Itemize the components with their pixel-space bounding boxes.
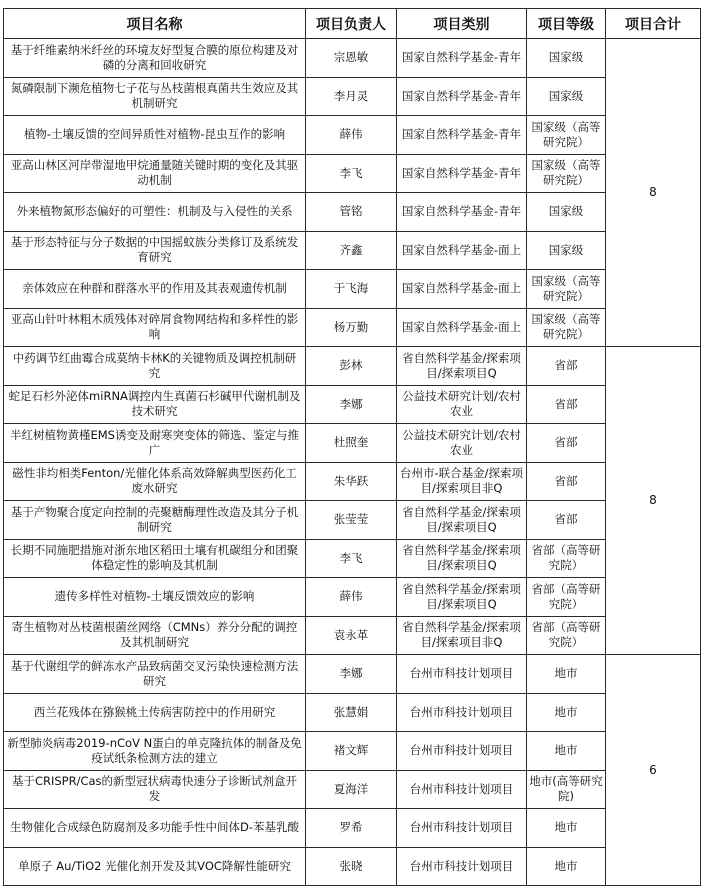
- project-category-cell: 台州市科技计划项目: [397, 809, 527, 848]
- project-category-cell: 公益技术研究计划/农村农业: [397, 385, 527, 424]
- project-leader-cell: 齐鑫: [306, 231, 397, 270]
- table-row: [4, 270, 701, 309]
- project-category-cell: 台州市-联合基金/探索项目/探索项目非Q: [397, 462, 527, 501]
- project-leader-cell: 杜照奎: [306, 424, 397, 463]
- project-leader-cell: 杨万勤: [306, 308, 397, 347]
- table-row: [4, 385, 701, 424]
- project-level-cell: 省部（高等研究院）: [527, 616, 606, 655]
- project-level-cell: 地市: [527, 809, 606, 848]
- header-row: [4, 9, 701, 39]
- project-name-cell: 新型肺炎病毒2019-nCoV N蛋白的单克隆抗体的制备及免疫试纸条检测方法的建立: [4, 732, 306, 771]
- project-category-cell: 台州市科技计划项目: [397, 770, 527, 809]
- project-level-cell: 国家级（高等研究院）: [527, 308, 606, 347]
- project-category-cell: 省自然科学基金/探索项目/探索项目Q: [397, 501, 527, 540]
- table-row: [4, 809, 701, 848]
- project-name-cell: 基于纤维素纳米纤丝的环境友好型复合膜的原位构建及对磷的分离和回收研究: [4, 39, 306, 78]
- header-project-category: 项目类别: [397, 9, 527, 39]
- header-project-name: 项目名称: [4, 9, 306, 39]
- project-category-cell: 台州市科技计划项目: [397, 732, 527, 771]
- table-row: [4, 578, 701, 617]
- project-level-cell: 国家级: [527, 77, 606, 116]
- project-total-cell: 6: [606, 655, 701, 886]
- project-category-cell: 省自然科学基金/探索项目/探索项目Q: [397, 539, 527, 578]
- project-total-cell: 8: [606, 347, 701, 655]
- project-leader-cell: 夏海洋: [306, 770, 397, 809]
- table-row: [4, 193, 701, 232]
- table-row: [4, 39, 701, 78]
- project-name-cell: 基于形态特征与分子数据的中国摇蚊族分类修订及系统发育研究: [4, 231, 306, 270]
- project-name-cell: 基于代谢组学的鲜冻水产品致病菌交叉污染快速检测方法研究: [4, 655, 306, 694]
- project-level-cell: 省部（高等研究院）: [527, 578, 606, 617]
- project-leader-cell: 管铭: [306, 193, 397, 232]
- project-level-cell: 国家级（高等研究院）: [527, 116, 606, 155]
- table-row: [4, 462, 701, 501]
- project-name-cell: 植物-土壤反馈的空间异质性对植物-昆虫互作的影响: [4, 116, 306, 155]
- project-name-cell: 磁性非均相类Fenton/光催化体系高效降解典型医药化工废水研究: [4, 462, 306, 501]
- header-project-total: 项目合计: [606, 9, 701, 39]
- project-leader-cell: 薛伟: [306, 578, 397, 617]
- project-name-cell: 单原子 Au/TiO2 光催化剂开发及其VOC降解性能研究: [4, 847, 306, 886]
- project-leader-cell: 张莹莹: [306, 501, 397, 540]
- table-row: [4, 231, 701, 270]
- table-row: [4, 424, 701, 463]
- project-leader-cell: 彭林: [306, 347, 397, 386]
- project-leader-cell: 张晓: [306, 847, 397, 886]
- table-row: [4, 308, 701, 347]
- project-name-cell: 亚高山针叶林粗木质残体对碎屑食物网结构和多样性的影响: [4, 308, 306, 347]
- project-leader-cell: 薛伟: [306, 116, 397, 155]
- project-category-cell: 省自然科学基金/探索项目/探索项目非Q: [397, 616, 527, 655]
- project-name-cell: 西兰花残体在猕猴桃土传病害防控中的作用研究: [4, 693, 306, 732]
- project-category-cell: 国家自然科学基金-面上: [397, 308, 527, 347]
- project-leader-cell: 李飞: [306, 154, 397, 193]
- project-level-cell: 省部: [527, 501, 606, 540]
- project-level-cell: 国家级: [527, 39, 606, 78]
- project-category-cell: 省自然科学基金/探索项目/探索项目Q: [397, 347, 527, 386]
- project-name-cell: 生物催化合成绿色防腐剂及多功能手性中间体D-苯基乳酸: [4, 809, 306, 848]
- project-category-cell: 省自然科学基金/探索项目/探索项目Q: [397, 578, 527, 617]
- project-level-cell: 国家级（高等研究院）: [527, 154, 606, 193]
- project-level-cell: 地市: [527, 847, 606, 886]
- project-name-cell: 基于CRISPR/Cas的新型冠状病毒快速分子诊断试剂盒开发: [4, 770, 306, 809]
- table-row: [4, 539, 701, 578]
- project-category-cell: 国家自然科学基金-青年: [397, 77, 527, 116]
- table-row: [4, 616, 701, 655]
- project-leader-cell: 张慧娟: [306, 693, 397, 732]
- table-row: [4, 154, 701, 193]
- table-row: [4, 770, 701, 809]
- project-leader-cell: 李月灵: [306, 77, 397, 116]
- project-name-cell: 亚高山林区河岸带湿地甲烷通量随关键时期的变化及其驱动机制: [4, 154, 306, 193]
- project-level-cell: 国家级: [527, 231, 606, 270]
- project-category-cell: 台州市科技计划项目: [397, 693, 527, 732]
- project-leader-cell: 李娜: [306, 655, 397, 694]
- project-level-cell: 地市: [527, 655, 606, 694]
- project-level-cell: 省部: [527, 424, 606, 463]
- project-category-cell: 国家自然科学基金-青年: [397, 154, 527, 193]
- project-leader-cell: 于飞海: [306, 270, 397, 309]
- project-category-cell: 国家自然科学基金-青年: [397, 39, 527, 78]
- project-level-cell: 国家级（高等研究院）: [527, 270, 606, 309]
- project-level-cell: 地市(高等研究院): [527, 770, 606, 809]
- project-leader-cell: 罗希: [306, 809, 397, 848]
- project-level-cell: 省部: [527, 462, 606, 501]
- header-project-leader: 项目负责人: [306, 9, 397, 39]
- project-category-cell: 国家自然科学基金-面上: [397, 231, 527, 270]
- project-category-cell: 台州市科技计划项目: [397, 655, 527, 694]
- table-row: [4, 116, 701, 155]
- project-level-cell: 省部: [527, 385, 606, 424]
- project-name-cell: 中药调节红曲霉合成莫纳卡林K的关键物质及调控机制研究: [4, 347, 306, 386]
- project-name-cell: 基于产物聚合度定向控制的壳聚糖酶理性改造及其分子机制研究: [4, 501, 306, 540]
- project-total-cell: 8: [606, 39, 701, 347]
- project-category-cell: 台州市科技计划项目: [397, 847, 527, 886]
- project-level-cell: 省部（高等研究院）: [527, 539, 606, 578]
- table-body: [4, 39, 701, 886]
- project-leader-cell: 朱华跃: [306, 462, 397, 501]
- table-row: [4, 732, 701, 771]
- header-project-level: 项目等级: [527, 9, 606, 39]
- project-category-cell: 公益技术研究计划/农村农业: [397, 424, 527, 463]
- project-leader-cell: 宗恩敏: [306, 39, 397, 78]
- project-name-cell: 蛇足石杉外泌体miRNA调控内生真菌石杉碱甲代谢机制及技术研究: [4, 385, 306, 424]
- project-table: [3, 8, 701, 886]
- project-table-container: [3, 8, 701, 886]
- project-name-cell: 亲体效应在种群和群落水平的作用及其表观遗传机制: [4, 270, 306, 309]
- project-category-cell: 国家自然科学基金-青年: [397, 116, 527, 155]
- project-level-cell: 地市: [527, 693, 606, 732]
- table-row: [4, 77, 701, 116]
- project-level-cell: 地市: [527, 732, 606, 771]
- project-leader-cell: 李娜: [306, 385, 397, 424]
- table-row: [4, 847, 701, 886]
- project-level-cell: 国家级: [527, 193, 606, 232]
- project-name-cell: 长期不同施肥措施对浙东地区稻田土壤有机碳组分和团聚体稳定性的影响及其机制: [4, 539, 306, 578]
- project-name-cell: 半红树植物黄槿EMS诱变及耐寒突变体的筛选、鉴定与推广: [4, 424, 306, 463]
- project-level-cell: 省部: [527, 347, 606, 386]
- project-category-cell: 国家自然科学基金-面上: [397, 270, 527, 309]
- project-name-cell: 外来植物氮形态偏好的可塑性：机制及与入侵性的关系: [4, 193, 306, 232]
- project-name-cell: 寄生植物对丛枝菌根菌丝网络（CMNs）养分分配的调控及其机制研究: [4, 616, 306, 655]
- table-row: [4, 655, 701, 694]
- project-leader-cell: 袁永革: [306, 616, 397, 655]
- project-name-cell: 遗传多样性对植物-土壤反馈效应的影响: [4, 578, 306, 617]
- table-row: [4, 347, 701, 386]
- table-row: [4, 693, 701, 732]
- project-category-cell: 国家自然科学基金-青年: [397, 193, 527, 232]
- project-name-cell: 氮磷限制下濒危植物七子花与丛枝菌根真菌共生效应及其机制研究: [4, 77, 306, 116]
- project-leader-cell: 李飞: [306, 539, 397, 578]
- project-leader-cell: 褚文辉: [306, 732, 397, 771]
- table-row: [4, 501, 701, 540]
